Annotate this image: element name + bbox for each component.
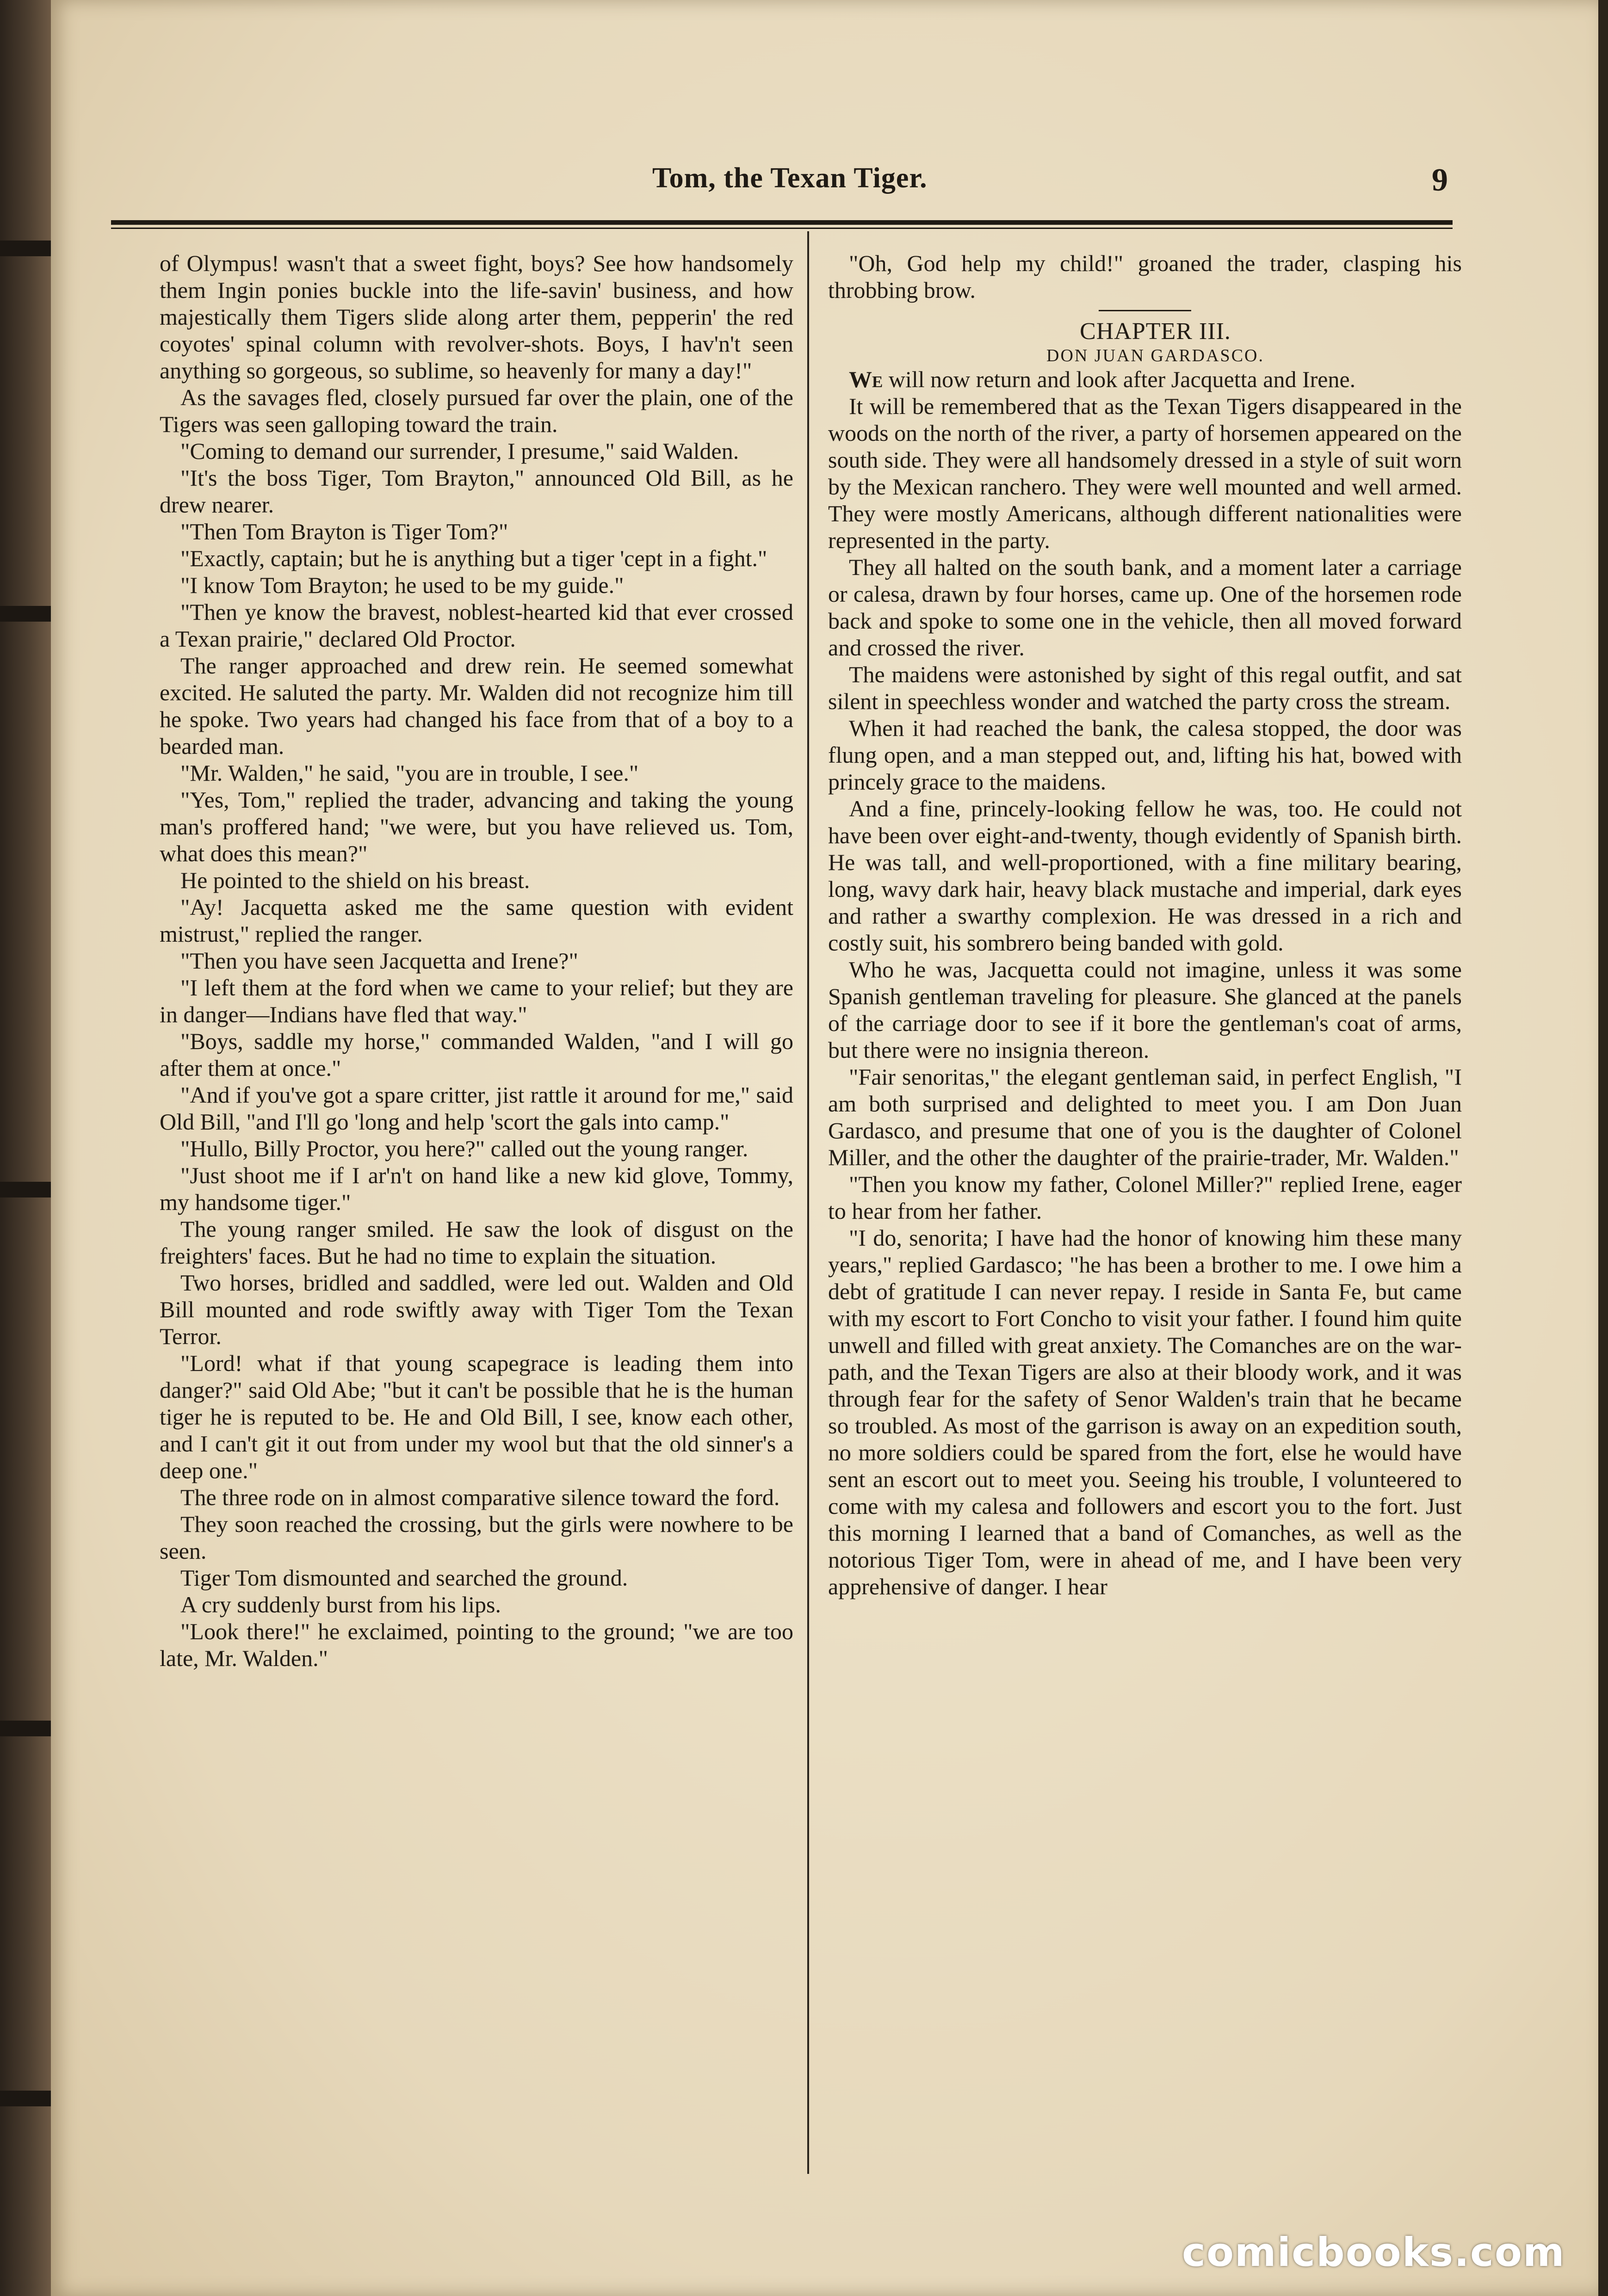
paragraph: And a fine, princely-looking fellow he was, too. He could not have been over eight-and-twenty, though evidently of Spanish birth. He was tall, and well-proportioned, with a fine military bearing, long, wavy dark hair, heavy black mustache and imperial, dark eyes and rather a swarthy complexion. He was dressed in a rich and costly suit, his sombrero being banded with gold. (828, 796, 1462, 956)
paragraph: "Hullo, Billy Proctor, you here?" called out the young ranger. (180, 1136, 748, 1161)
header-rule-thin (111, 228, 1453, 229)
paragraph: It will be remembered that as the Texan Tigers disappeared in the woods on the north of the river, a party of horsemen appeared on the south side. They were all handsomely dressed in a style of suit worn by the Mexican ranchero. They were well mounted and well armed. They were mostly Americans, although different nationalities were represented in the party. (828, 393, 1462, 554)
chapter-opening-paragraph (828, 366, 1462, 393)
paragraph: "Look there!" he exclaimed, pointing to the ground; "we are too late, Mr. Walden." (160, 1618, 793, 1671)
chapter-subtitle: DON JUAN GARDASCO. (1046, 346, 1264, 366)
chapter-title: CHAPTER III. (1080, 318, 1231, 345)
paragraph: "Then Tom Brayton is Tiger Tom?" (180, 518, 508, 544)
paragraph: They soon reached the crossing, but the girls were nowhere to be seen. (160, 1511, 793, 1564)
paragraph: When it had reached the bank, the calesa stopped, the door was flung open, and a man stepped out, and, lifting his hat, bowed with princely grace to the maidens. (828, 715, 1462, 795)
chapter-divider-rule (1099, 310, 1191, 311)
paragraph: As the savages fled, closely pursued far over the plain, one of the Tigers was seen galloping toward the train. (160, 384, 793, 437)
paragraph: Tiger Tom dismounted and searched the ground. (180, 1565, 628, 1591)
paragraph: He pointed to the shield on his breast. (180, 867, 530, 893)
paragraph: "Yes, Tom," replied the trader, advancing and taking the young man's proffered hand; "we were, but you have relieved us. Tom, what does this mean?" (160, 787, 793, 866)
paragraph: "Mr. Walden," he said, "you are in trouble, I see." (180, 760, 639, 786)
paragraph: The ranger approached and drew rein. He seemed somewhat excited. He saluted the party. Mr. Walden did not recognize him till he spoke. Two years had changed his face from that of a boy to a bearded man. (160, 653, 793, 759)
paragraph: A cry suddenly burst from his lips. (180, 1592, 501, 1617)
paragraph: They all halted on the south bank, and a moment later a carriage or calesa, drawn by four horses, came up. One of the horsemen rode back and spoke to some one in the vehicle, then all moved forward and crossed the river. (828, 554, 1462, 661)
paragraph: "Then you know my father, Colonel Miller?" replied Irene, eager to hear from her father. (828, 1171, 1462, 1224)
chapter-opening-text: will now return and look after Jacquetta and Irene. (883, 366, 1356, 393)
right-column (828, 250, 1462, 2202)
paragraph: of Olympus! wasn't that a sweet fight, boys? See how handsomely them Ingin ponies buckle into the life-savin' business, and how majestically them Tigers slide along arter them, pepperin' the red coyotes' spinal column with revolver-shots. Boys, I hav'n't seen anything so gorgeous, so sublime, so heavenly for many a day!" (160, 250, 793, 383)
paragraph: "Then you have seen Jacquetta and Irene?" (180, 948, 578, 974)
paragraph: "Coming to demand our surrender, I presume," said Walden. (180, 438, 739, 464)
site-watermark: comicbooks.com (1182, 2229, 1565, 2276)
paragraph: "Exactly, captain; but he is anything but a tiger 'cept in a fight." (180, 545, 767, 571)
paragraph: "It's the boss Tiger, Tom Brayton," announced Old Bill, as he drew nearer. (160, 465, 793, 518)
paragraph: "Boys, saddle my horse," commanded Walden, "and I will go after them at once." (160, 1028, 793, 1081)
paragraph: "Just shoot me if I ar'n't on hand like a new kid glove, Tommy, my handsome tiger." (160, 1162, 793, 1215)
paragraph: "Then ye know the bravest, noblest-hearted kid that ever crossed a Texan prairie," declared Old Proctor. (160, 599, 793, 652)
column-divider (807, 231, 809, 2174)
paragraph: "Lord! what if that young scapegrace is leading them into danger?" said Old Abe; "but it can't be possible that he is the human tiger he is reputed to be. He and Old Bill, I see, know each other, and I can't git it out from under my wool but that the old sinner's a deep one." (160, 1350, 793, 1483)
paragraph: "And if you've got a spare critter, jist rattle it around for me," said Old Bill, "and I'll go 'long and help 'scort the gals into camp." (160, 1082, 793, 1135)
paragraph: The young ranger smiled. He saw the look of disgust on the freighters' faces. But he had no time to explain the situation. (160, 1216, 793, 1269)
paragraph: "Ay! Jacquetta asked me the same question with evident mistrust," replied the ranger. (160, 894, 793, 947)
paragraph: "I do, senorita; I have had the honor of knowing him these many years," replied Gardasco; "he has been a brother to me. I owe him a debt of gratitude I can never repay. I reside in Santa Fe, but came with my escort to Fort Concho to visit your father. I found him quite unwell and filled with great anxiety. The Comanches are on the war-path, and the Texan Tigers are also at their bloody work, and it was through fear for the safety of Senor Walden's train that he became so troubled. As most of the garrison is away on an expedition south, no more soldiers could be spared from the fort, else he would have sent an escort out to meet you. Seeing his trouble, I volunteered to come with my calesa and followers and escort you to the fort. Just this morning I learned that a band of Comanches, as well as the notorious Tiger Tom, were in ahead of me, and I have been very apprehensive of danger. I hear (828, 1225, 1462, 1600)
paragraph: The three rode on in almost comparative silence toward the ford. (180, 1484, 780, 1510)
paragraph: "I know Tom Brayton; he used to be my guide." (180, 572, 624, 598)
left-column (160, 250, 793, 2202)
paragraph: "Oh, God help my child!" groaned the trader, clasping his throbbing brow. (828, 250, 1462, 303)
paragraph: "Fair senoritas," the elegant gentleman said, in perfect English, "I am both surprised and delighted to meet you. I am Don Juan Gardasco, and presume that one of you is the daughter of Colonel Miller, and the other the daughter of the prairie-trader, Mr. Walden." (828, 1064, 1462, 1171)
binding-edge (0, 0, 51, 2296)
header-rule-thick (111, 220, 1453, 225)
paragraph: The maidens were astonished by sight of this regal outfit, and sat silent in speechless wonder and watched the party cross the stream. (828, 661, 1462, 715)
page-header (111, 162, 1453, 217)
running-title: Tom, the Texan Tiger. (652, 162, 928, 194)
paragraph: "I left them at the ford when we came to your relief; but they are in danger—Indians have fled that way." (160, 975, 793, 1027)
paragraph: Who he was, Jacquetta could not imagine, unless it was some Spanish gentleman traveling for pleasure. She glanced at the panels of the carriage door to see if it bore the gentleman's coat of arms, but there were no insignia thereon. (828, 957, 1462, 1063)
chapter-first-word: We (849, 366, 883, 393)
page-number: 9 (1432, 162, 1448, 198)
paragraph: Two horses, bridled and saddled, were led out. Walden and Old Bill mounted and rode swiftly away with Tiger Tom the Texan Terror. (160, 1270, 793, 1349)
page-edge-shadow (1598, 0, 1608, 2296)
